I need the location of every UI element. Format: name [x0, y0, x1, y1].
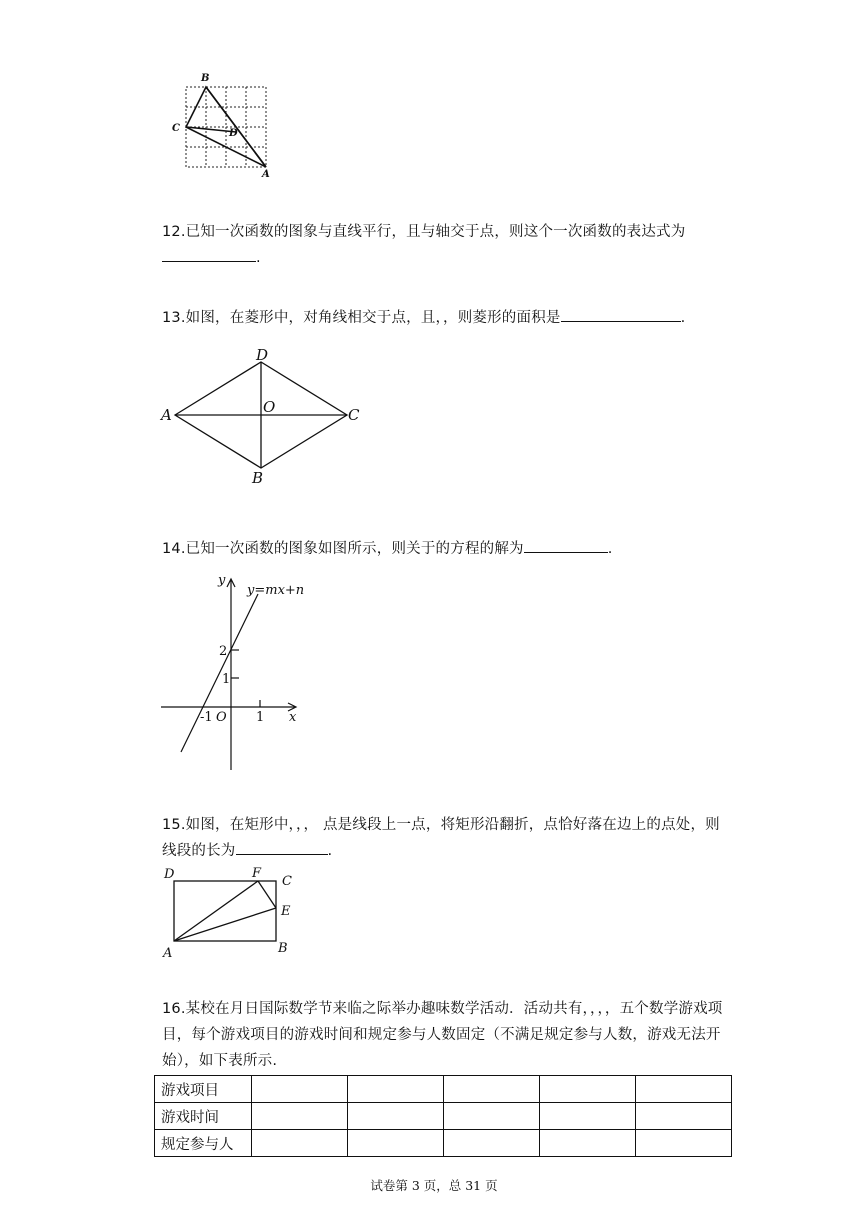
label-a: A: [262, 169, 270, 180]
line-y-mx-n: [181, 594, 258, 752]
table-cell: [348, 1103, 444, 1130]
label-d: D: [164, 867, 175, 882]
table-cell: [540, 1103, 636, 1130]
question-13: 13.如图，在菱形中，对角线相交于点，且，，则菱形的面积是 .: [162, 305, 742, 331]
table-cell: [636, 1103, 732, 1130]
question-16: [162, 996, 737, 1074]
table-row: [155, 1076, 732, 1103]
label-a: A: [161, 406, 172, 424]
question-15: 15.如图，在矩形中，，， 点是线段上一点，将矩形沿翻折，点恰好落在边上的点处，则 线段的长为 .: [162, 817, 720, 859]
origin-label: O: [216, 710, 227, 725]
linear-function-graph: [155, 570, 315, 775]
game-info-table: [154, 1075, 732, 1157]
table-cell: [252, 1130, 348, 1157]
table-cell: [444, 1103, 540, 1130]
answer-blank-14[interactable]: [524, 536, 608, 553]
q11-grid-figure: [168, 70, 278, 180]
label-b: B: [201, 73, 210, 84]
table-cell: [348, 1076, 444, 1103]
question-16-text: 16.某校在月日国际数学节来临之际举办趣味数学活动．活动共有，，，，五个数学游戏项目，每个游戏项目的游戏时间和规定参与人数固定（不满足规定参与人数，游戏无法开始），如下表所示.: [162, 1001, 723, 1069]
label-d: D: [256, 346, 269, 364]
table-cell: [636, 1076, 732, 1103]
table-cell: [444, 1130, 540, 1157]
label-e: E: [281, 904, 291, 919]
answer-blank-15[interactable]: [236, 838, 328, 855]
row-header: 规定参与人: [155, 1130, 252, 1157]
table-cell: [444, 1076, 540, 1103]
question-14-text: 14.已知一次函数的图象如图所示，则关于的方程的解为: [162, 541, 524, 557]
page-footer: 试卷第 3 页，总 31 页: [370, 1178, 498, 1193]
table-cell: [540, 1130, 636, 1157]
table-row: [155, 1103, 732, 1130]
axis-x-label: x: [289, 710, 297, 725]
label-f: F: [252, 866, 262, 881]
table-cell: [252, 1076, 348, 1103]
label-c: C: [348, 406, 360, 424]
tick-label-2: 2: [219, 644, 228, 659]
row-header: 游戏项目: [155, 1076, 252, 1103]
label-b: B: [252, 469, 264, 487]
tick-label-1: 1: [222, 672, 231, 687]
table-cell: [252, 1103, 348, 1130]
question-15-text-line2: 线段的长为: [162, 843, 236, 859]
answer-blank-13[interactable]: [561, 305, 681, 322]
rhombus-figure: [155, 340, 375, 490]
rectangle-abcd: [174, 881, 276, 941]
rectangle-fold-figure: [155, 862, 305, 962]
segment-ae: [174, 908, 276, 941]
line-label: y=mx+n: [247, 583, 305, 598]
tick-label-neg1: -1: [200, 710, 213, 725]
label-d: D: [229, 128, 238, 139]
label-c: C: [282, 874, 292, 889]
question-13-text: 13.如图，在菱形中，对角线相交于点，且，，则菱形的面积是: [162, 310, 561, 326]
table-cell: [540, 1076, 636, 1103]
question-12-text: 12.已知一次函数的图象与直线平行，且与轴交于点，则这个一次函数的表达式为: [162, 224, 686, 240]
segment-fe: [258, 881, 276, 908]
label-a: A: [163, 946, 173, 961]
row-header: 游戏时间: [155, 1103, 252, 1130]
table-row: [155, 1130, 732, 1157]
axis-y-label: y: [218, 573, 226, 588]
answer-blank-12[interactable]: [162, 245, 256, 262]
table-cell: [348, 1130, 444, 1157]
table-cell: [636, 1130, 732, 1157]
label-o: O: [263, 398, 276, 416]
segment-af: [174, 881, 258, 941]
label-b: B: [278, 941, 288, 956]
tick-label-x1: 1: [256, 710, 265, 725]
question-14: 14.已知一次函数的图象如图所示，则关于的方程的解为 .: [162, 536, 742, 562]
label-c: C: [172, 123, 180, 134]
question-12: 12.已知一次函数的图象与直线平行，且与轴交于点，则这个一次函数的表达式为 .: [162, 224, 686, 266]
dashed-grid: [186, 87, 266, 167]
question-15-text-line1: 15.如图，在矩形中，，， 点是线段上一点，将矩形沿翻折，点恰好落在边上的点处，则: [162, 817, 720, 833]
